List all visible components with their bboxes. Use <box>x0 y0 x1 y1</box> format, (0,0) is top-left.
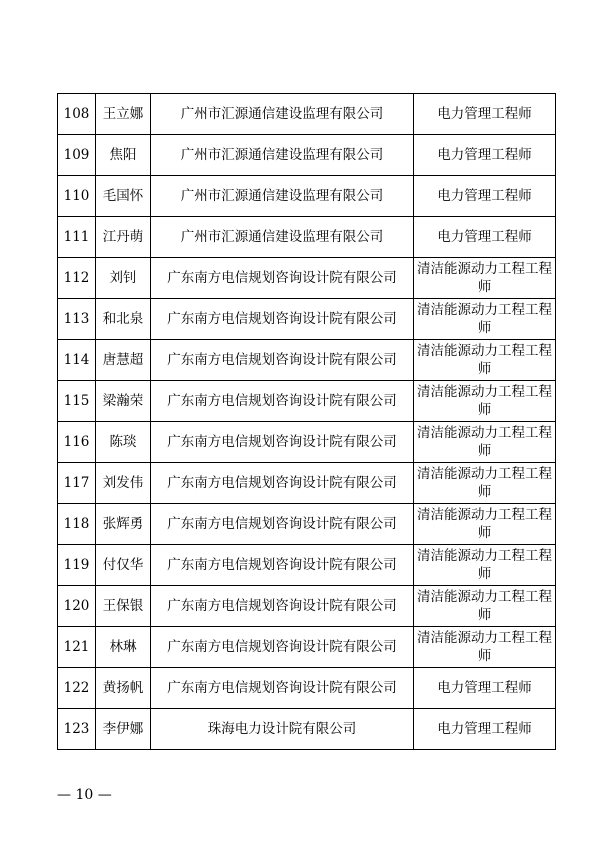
table-row <box>58 299 556 340</box>
page-number: — 10 — <box>57 787 112 803</box>
row-number: 113 <box>58 299 96 340</box>
row-number: 117 <box>58 463 96 504</box>
job-title: 清洁能源动力工程工程师 <box>414 586 556 627</box>
job-title: 清洁能源动力工程工程师 <box>414 258 556 299</box>
row-number: 118 <box>58 504 96 545</box>
job-title: 清洁能源动力工程工程师 <box>414 627 556 668</box>
table-row <box>58 709 556 750</box>
person-name: 刘钊 <box>96 258 151 299</box>
company-name: 广州市汇源通信建设监理有限公司 <box>151 94 414 135</box>
row-number: 108 <box>58 94 96 135</box>
table-row <box>58 135 556 176</box>
person-name: 陈琰 <box>96 422 151 463</box>
company-name: 广州市汇源通信建设监理有限公司 <box>151 217 414 258</box>
company-name: 广东南方电信规划咨询设计院有限公司 <box>151 463 414 504</box>
job-title: 清洁能源动力工程工程师 <box>414 545 556 586</box>
company-name: 广东南方电信规划咨询设计院有限公司 <box>151 586 414 627</box>
company-name: 珠海电力设计院有限公司 <box>151 709 414 750</box>
job-title: 电力管理工程师 <box>414 668 556 709</box>
table-row <box>58 258 556 299</box>
job-title: 电力管理工程师 <box>414 94 556 135</box>
job-title: 清洁能源动力工程工程师 <box>414 340 556 381</box>
job-title: 清洁能源动力工程工程师 <box>414 504 556 545</box>
table-row <box>58 340 556 381</box>
row-number: 112 <box>58 258 96 299</box>
person-name: 付仅华 <box>96 545 151 586</box>
company-name: 广东南方电信规划咨询设计院有限公司 <box>151 299 414 340</box>
company-name: 广东南方电信规划咨询设计院有限公司 <box>151 627 414 668</box>
company-name: 广东南方电信规划咨询设计院有限公司 <box>151 545 414 586</box>
person-name: 李伊娜 <box>96 709 151 750</box>
row-number: 119 <box>58 545 96 586</box>
row-number: 115 <box>58 381 96 422</box>
row-number: 120 <box>58 586 96 627</box>
company-name: 广州市汇源通信建设监理有限公司 <box>151 176 414 217</box>
table-row <box>58 668 556 709</box>
row-number: 114 <box>58 340 96 381</box>
person-name: 焦阳 <box>96 135 151 176</box>
person-name: 江丹萌 <box>96 217 151 258</box>
job-title: 电力管理工程师 <box>414 217 556 258</box>
table-row <box>58 176 556 217</box>
person-name: 王立娜 <box>96 94 151 135</box>
table-row <box>58 217 556 258</box>
row-number: 110 <box>58 176 96 217</box>
person-name: 唐慧超 <box>96 340 151 381</box>
table-row <box>58 422 556 463</box>
company-name: 广东南方电信规划咨询设计院有限公司 <box>151 258 414 299</box>
job-title: 清洁能源动力工程工程师 <box>414 422 556 463</box>
person-name: 刘发伟 <box>96 463 151 504</box>
table-row <box>58 463 556 504</box>
row-number: 109 <box>58 135 96 176</box>
company-name: 广州市汇源通信建设监理有限公司 <box>151 135 414 176</box>
person-name: 王保银 <box>96 586 151 627</box>
row-number: 116 <box>58 422 96 463</box>
table-row <box>58 627 556 668</box>
job-title: 清洁能源动力工程工程师 <box>414 381 556 422</box>
job-title: 清洁能源动力工程工程师 <box>414 299 556 340</box>
job-title: 清洁能源动力工程工程师 <box>414 463 556 504</box>
row-number: 111 <box>58 217 96 258</box>
person-name: 林琳 <box>96 627 151 668</box>
job-title: 电力管理工程师 <box>414 709 556 750</box>
company-name: 广东南方电信规划咨询设计院有限公司 <box>151 504 414 545</box>
personnel-table <box>57 93 556 750</box>
table-row <box>58 545 556 586</box>
row-number: 121 <box>58 627 96 668</box>
table-row <box>58 381 556 422</box>
table-row <box>58 586 556 627</box>
person-name: 梁瀚荣 <box>96 381 151 422</box>
row-number: 122 <box>58 668 96 709</box>
personnel-table-body <box>58 94 556 750</box>
person-name: 毛国怀 <box>96 176 151 217</box>
person-name: 张辉勇 <box>96 504 151 545</box>
company-name: 广东南方电信规划咨询设计院有限公司 <box>151 668 414 709</box>
job-title: 电力管理工程师 <box>414 176 556 217</box>
company-name: 广东南方电信规划咨询设计院有限公司 <box>151 422 414 463</box>
job-title: 电力管理工程师 <box>414 135 556 176</box>
company-name: 广东南方电信规划咨询设计院有限公司 <box>151 381 414 422</box>
row-number: 123 <box>58 709 96 750</box>
person-name: 和北泉 <box>96 299 151 340</box>
person-name: 黄扬帆 <box>96 668 151 709</box>
table-row <box>58 504 556 545</box>
company-name: 广东南方电信规划咨询设计院有限公司 <box>151 340 414 381</box>
table-row <box>58 94 556 135</box>
